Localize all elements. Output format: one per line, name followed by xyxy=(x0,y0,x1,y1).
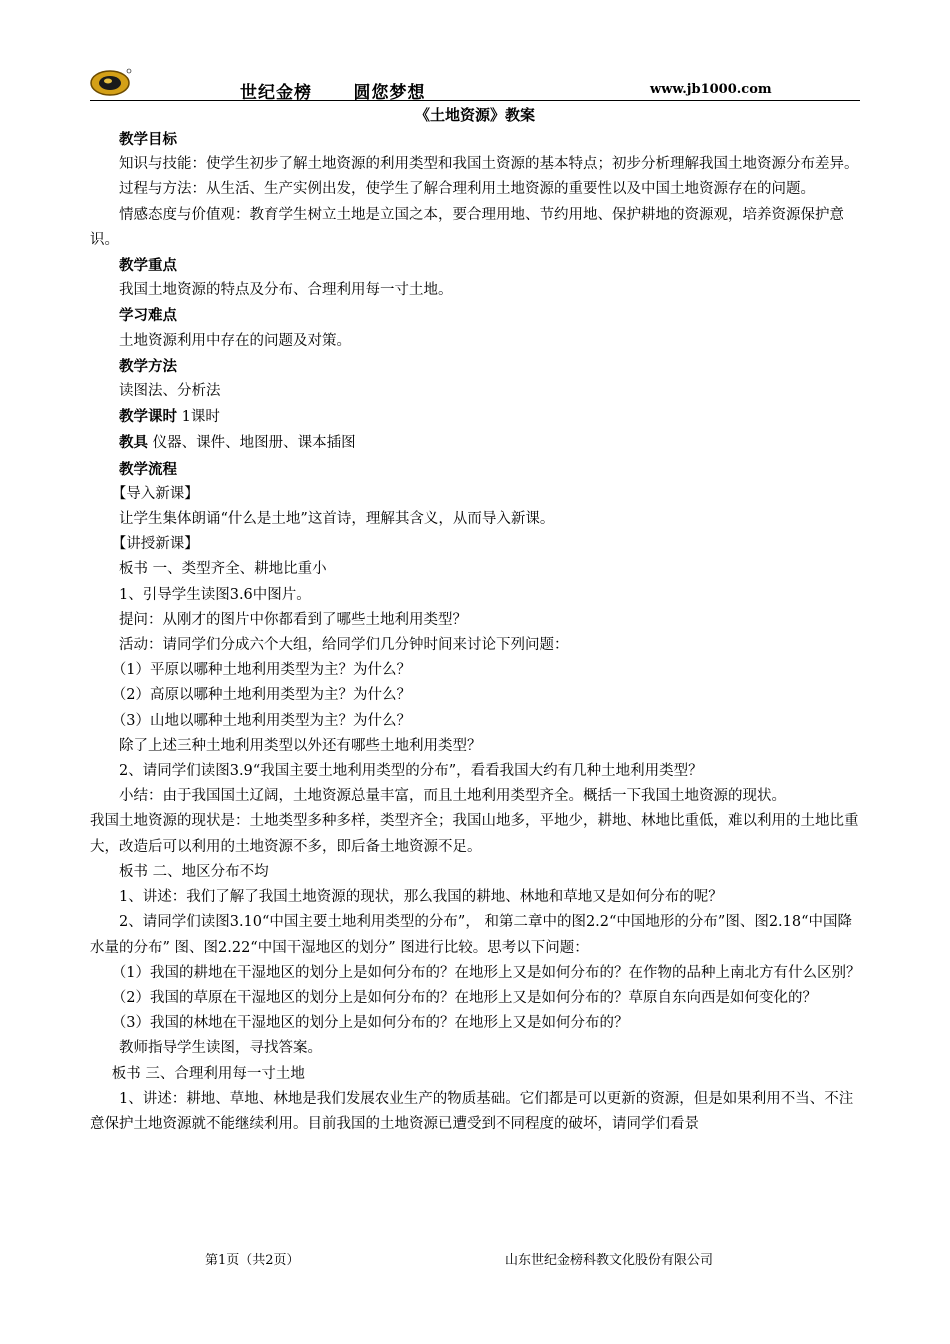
document-body xyxy=(90,127,862,1137)
paragraph: 2、请同学们读图3.10“中国主要土地利用类型的分布”， 和第二章中的图2.2“中国地形的分布”图、图2.18“中国降水量的分布” 图、图2.22“中国干湿地区的划分” 图进行比较。思考以下问题： xyxy=(90,914,853,956)
footer-company: 山东世纪金榜科教文化股份有限公司 xyxy=(505,1253,714,1268)
paragraph: 土地资源利用中存在的问题及对策。 xyxy=(119,332,351,349)
paragraph: 【讲授新课】 xyxy=(111,536,199,553)
paragraph: （3）山地以哪种土地利用类型为主？为什么？ xyxy=(111,712,411,729)
header-url[interactable]: www.jb1000.com xyxy=(650,82,772,97)
paragraph: （2）高原以哪种土地利用类型为主？为什么？ xyxy=(111,687,411,704)
tools-value: 仪器、课件、地图册、课本插图 xyxy=(148,435,356,452)
paragraph: （3）我国的林地在干湿地区的划分上是如何分布的？在地形上又是如何分布的？ xyxy=(111,1015,629,1032)
header-slogan: 世纪金榜 圆您梦想 xyxy=(240,83,426,103)
tools-line xyxy=(90,430,862,456)
page-header xyxy=(90,66,860,101)
paragraph: 2、请同学们读图3.9“我国主要土地利用类型的分布”，看看我国大约有几种土地利用类型？ xyxy=(119,763,703,780)
paragraph: 我国土地资源的现状是：土地类型多种多样，类型齐全；我国山地多，平地少，耕地、林地比重低，难以利用的土地比重大，改造后可以利用的土地资源不多，即后备土地资源不足。 xyxy=(90,813,859,855)
paragraph: 读图法、分析法 xyxy=(119,383,221,400)
logo-icon xyxy=(90,68,132,96)
paragraph: 提问：从刚才的图片中你都看到了哪些土地利用类型？ xyxy=(119,611,467,628)
paragraph: 小结：由于我国国土辽阔，土地资源总量丰富，而且土地利用类型齐全。概括一下我国土地资源的现状。 xyxy=(119,788,786,805)
heading-tools: 教具 xyxy=(119,434,148,452)
paragraph: 板书 三、合理利用每一寸土地 xyxy=(111,1065,305,1082)
paragraph: 1、讲述：我们了解了我国土地资源的现状，那么我国的耕地、林地和草地又是如何分布的呢？ xyxy=(119,889,723,906)
paragraph: 情感态度与价值观：教育学生树立土地是立国之本，要合理用地、节约用地、保护耕地的资源观，培养资源保护意识。 xyxy=(90,206,844,248)
paragraph: 板书 二、地区分布不均 xyxy=(119,863,269,880)
paragraph: 教师指导学生读图，寻找答案。 xyxy=(119,1040,322,1057)
heading-hours: 教学课时 xyxy=(119,408,177,426)
document-title: 《土地资源》教案 xyxy=(414,106,535,124)
heading-key-points: 教学重点 xyxy=(119,257,177,275)
paragraph: 知识与技能：使学生初步了解土地资源的利用类型和我国土资源的基本特点；初步分析理解我国土地资源分布差异。 xyxy=(119,156,859,173)
heading-methods: 教学方法 xyxy=(119,357,177,375)
paragraph: 我国土地资源的特点及分布、合理利用每一寸土地。 xyxy=(119,282,453,299)
paragraph: （2）我国的草原在干湿地区的划分上是如何分布的？在地形上又是如何分布的？草原自东向西是如何变化的？ xyxy=(111,989,817,1006)
paragraph: （1）我国的耕地在干湿地区的划分上是如何分布的？在地形上又是如何分布的？在作物的品种上南北方有什么区别？ xyxy=(111,964,861,981)
paragraph: 【导入新课】 xyxy=(111,485,199,502)
paragraph: 让学生集体朗诵“什么是土地”这首诗，理解其含义，从而导入新课。 xyxy=(119,511,555,528)
heading-difficulties: 学习难点 xyxy=(119,307,177,325)
paragraph: 板书 一、类型齐全、耕地比重小 xyxy=(119,561,327,578)
paragraph: 1、引导学生读图3.6中图片。 xyxy=(119,586,311,603)
paragraph: 1、讲述：耕地、草地、林地是我们发展农业生产的物质基础。它们都是可以更新的资源，但是如果利用不当、不注意保护土地资源就不能继续利用。目前我国的土地资源已遭受到不同程度的破坏，请同学们看景 xyxy=(90,1090,854,1132)
paragraph: 活动：请同学们分成六个大组，给同学们几分钟时间来讨论下列问题： xyxy=(119,637,569,654)
paragraph: 除了上述三种土地利用类型以外还有哪些土地利用类型？ xyxy=(119,737,482,754)
heading-goals: 教学目标 xyxy=(119,131,177,148)
hours-value: 1课时 xyxy=(177,409,220,426)
paragraph: 过程与方法：从生活、生产实例出发，使学生了解合理利用土地资源的重要性以及中国土地资源存在的问题。 xyxy=(119,181,815,198)
paragraph: （1）平原以哪种土地利用类型为主？为什么？ xyxy=(111,662,411,679)
class-hours-line xyxy=(90,404,862,430)
page-number: 第1页（共2页） xyxy=(205,1253,300,1268)
heading-flow: 教学流程 xyxy=(119,460,177,478)
